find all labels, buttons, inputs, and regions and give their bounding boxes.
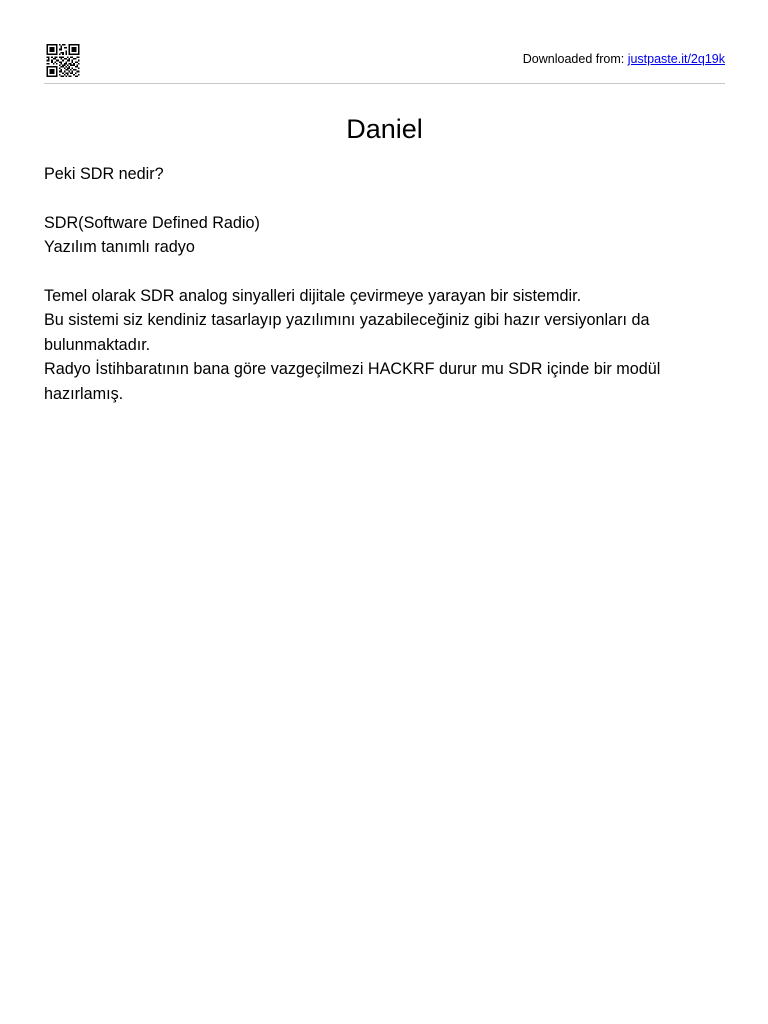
- paragraph-spacer: [44, 260, 725, 284]
- translation-line: Yazılım tanımlı radyo: [44, 238, 195, 256]
- body-line: Radyo İstihbaratının bana göre vazgeçilmezi HACKRF durur mu SDR içinde bir modül hazırlamış.: [44, 360, 661, 403]
- source-link[interactable]: justpaste.it/2q19k: [627, 52, 725, 66]
- definition-line: SDR(Software Defined Radio): [44, 213, 260, 232]
- qr-code-icon: [45, 44, 81, 77]
- page-header: [44, 44, 725, 78]
- question-line: Peki SDR nedir?: [44, 165, 164, 183]
- page-title: Daniel: [346, 114, 423, 144]
- body-line: Bu sistemi siz kendiniz tasarlayıp yazılımını yazabileceğiniz gibi hazır versiyonları da bulunmaktadır.: [44, 311, 650, 354]
- header-divider: [44, 83, 725, 84]
- source-prefix: Downloaded from:: [522, 52, 628, 66]
- body-line: Temel olarak SDR analog sinyalleri dijitale çevirmeye yarayan bir sistemdir.: [44, 286, 582, 305]
- document-page: [44, 0, 725, 1024]
- paragraph-spacer: [44, 187, 725, 211]
- source-line: [523, 52, 725, 67]
- document-body: [44, 162, 725, 406]
